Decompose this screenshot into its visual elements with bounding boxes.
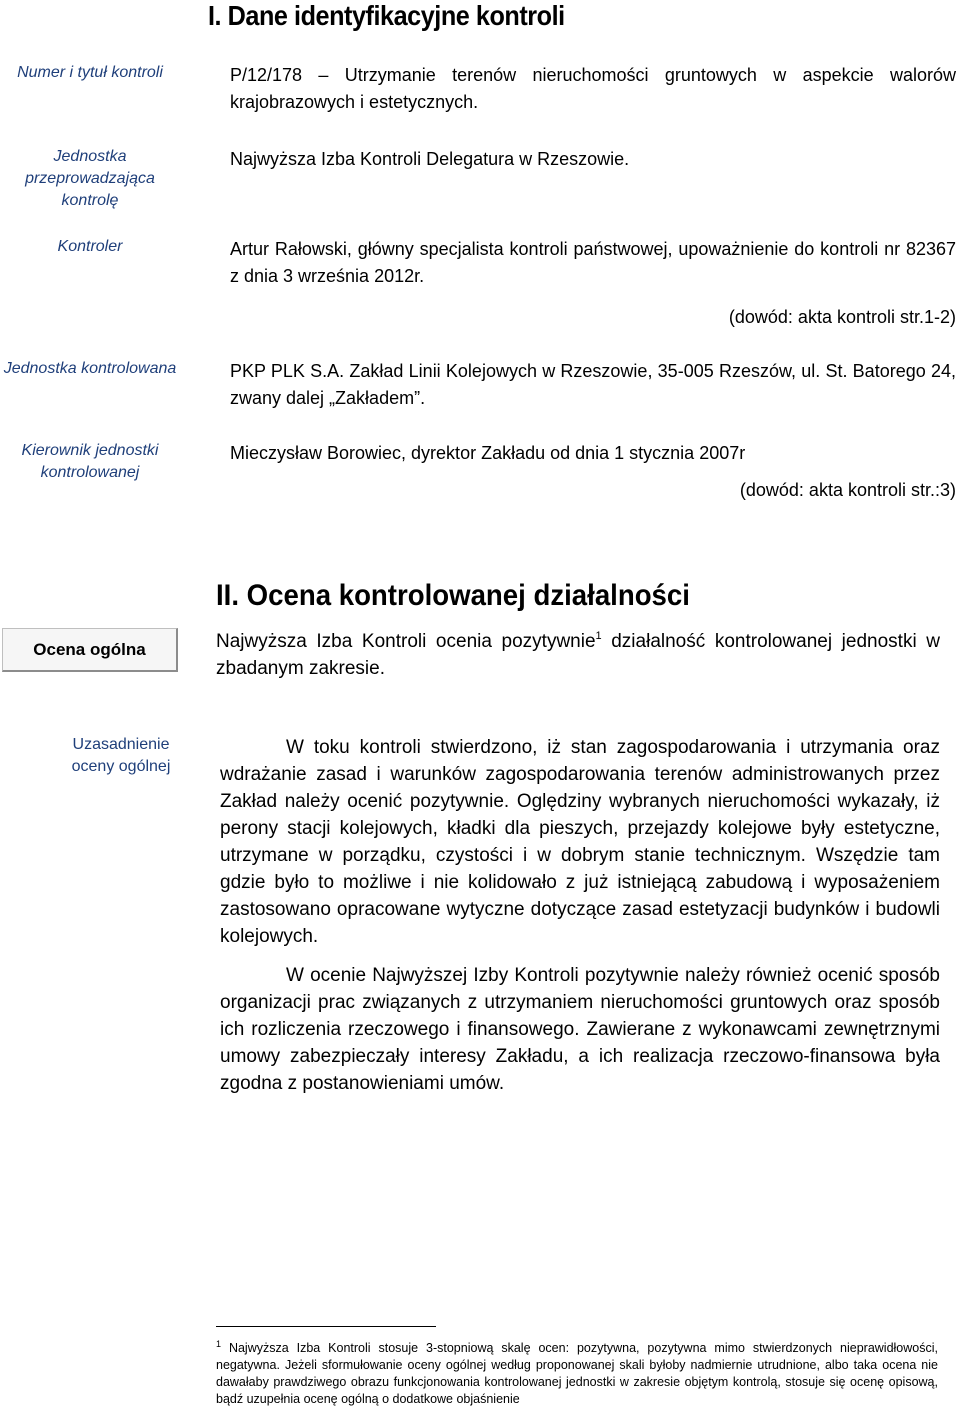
kontroler-label: Kontroler bbox=[57, 238, 123, 255]
jednostka-kontrolowana-text: PKP PLK S.A. Zakład Linii Kolejowych w Rzeszowie, 35-005 Rzeszów, ul. St. Batorego 24, zwany dalej „Zakładem”. bbox=[230, 361, 956, 408]
footnote-divider bbox=[216, 1326, 436, 1327]
kierownik-evidence: (dowód: akta kontroli str.:3) bbox=[739, 480, 956, 500]
section2-heading: II. Ocena kontrolowanej działalności bbox=[216, 579, 690, 612]
jednostka-przeprowadzajaca-value bbox=[230, 146, 956, 173]
ocena-ogolna-label: Ocena ogólna bbox=[2, 628, 178, 672]
footnote-mark: 1 bbox=[216, 1339, 222, 1349]
numer-value bbox=[230, 62, 956, 116]
footnote-text: Najwyższa Izba Kontroli stosuje 3-stopniową skalę ocen: pozytywna, pozytywna mimo stwierdzonych nieprawidłowości, negatywna. Jeżeli sformułowanie oceny ogólnej według proponowanej skali byłoby nadmiernie utrudnione, albo taka ocena nie dawałaby prawdziwego obrazu funkcjonowania kontrolowanej jednostki w zakresie objętym kontrolą, stosuje się ocenę opisową, bądź uzupełnia ocenę ogólną o dodatkowe objaśnienie bbox=[216, 1341, 938, 1406]
kontroler-evidence: (dowód: akta kontroli str.1-2) bbox=[728, 307, 956, 327]
footnote bbox=[216, 1340, 938, 1408]
kontroler-value bbox=[230, 236, 956, 331]
kierownik-value bbox=[230, 440, 956, 504]
footnote-reference[interactable]: 1 bbox=[595, 630, 602, 642]
jednostka-kontrolowana-label: Jednostka kontrolowana bbox=[3, 360, 177, 377]
ocena-text-before: Najwyższa Izba Kontroli ocenia pozytywnie bbox=[216, 631, 596, 652]
uzasadnienie-paragraph-1: W toku kontroli stwierdzono, iż stan zagospodarowania i utrzymania oraz wdrażanie zasad i warunków zagospodarowania terenów administrowanych przez Zakład należy ocenić pozytywnie. Oględziny wybranych nieruchomości wykazały, iż perony stacji kolejowych, kładki dla pieszych, przejazdy kolejowe były estetyczne, utrzymane w porządku, czystości i w dobrym stanie technicznym. Wszędzie tam gdzie było to możliwe i nie kolidowało z już istniejącą zabudową i wyposażeniem zastosowano opracowane wytyczne dotyczące zasad estetyzacji budynków i budowli kolejowych. bbox=[220, 737, 940, 947]
jednostka-przeprowadzajaca-label: Jednostka przeprowadzająca kontrolę bbox=[25, 148, 155, 209]
kierownik-text: Mieczysław Borowiec, dyrektor Zakładu od dnia 1 stycznia 2007r bbox=[230, 443, 746, 463]
numer-label: Numer i tytuł kontroli bbox=[17, 64, 163, 81]
jednostka-przeprowadzajaca-text: Najwyższa Izba Kontroli Delegatura w Rzeszowie. bbox=[230, 149, 630, 169]
uzasadnienie-label: Uzasadnienie oceny ogólnej bbox=[71, 736, 171, 775]
uzasadnienie-body bbox=[220, 734, 940, 1097]
kontroler-text: Artur Rałowski, główny specjalista kontroli państwowej, upoważnienie do kontroli nr 82367 z dnia 3 września 2012r. bbox=[230, 239, 956, 286]
jednostka-kontrolowana-value bbox=[230, 358, 956, 412]
kierownik-label: Kierownik jednostki kontrolowanej bbox=[21, 442, 159, 481]
ocena-ogolna-text bbox=[216, 628, 940, 682]
ocena-text-after: działalność kontrolowanej jednostki w zbadanym zakresie. bbox=[216, 631, 940, 679]
section1-heading: I. Dane identyfikacyjne kontroli bbox=[208, 0, 565, 31]
numer-value-text: P/12/178 – Utrzymanie terenów nieruchomości gruntowych w aspekcie walorów krajobrazowych i estetycznych. bbox=[230, 65, 956, 112]
uzasadnienie-paragraph-2: W ocenie Najwyższej Izby Kontroli pozytywnie należy również ocenić sposób organizacji prac związanych z utrzymaniem nieruchomości gruntowych oraz sposób ich rozliczenia rzeczowego i finansowego. Zawierane z wykonawcami zewnętrznymi umowy zabezpieczały interesy Zakładu, a ich realizacja rzeczowo-finansowa była zgodna z postanowieniami umów. bbox=[220, 965, 940, 1094]
